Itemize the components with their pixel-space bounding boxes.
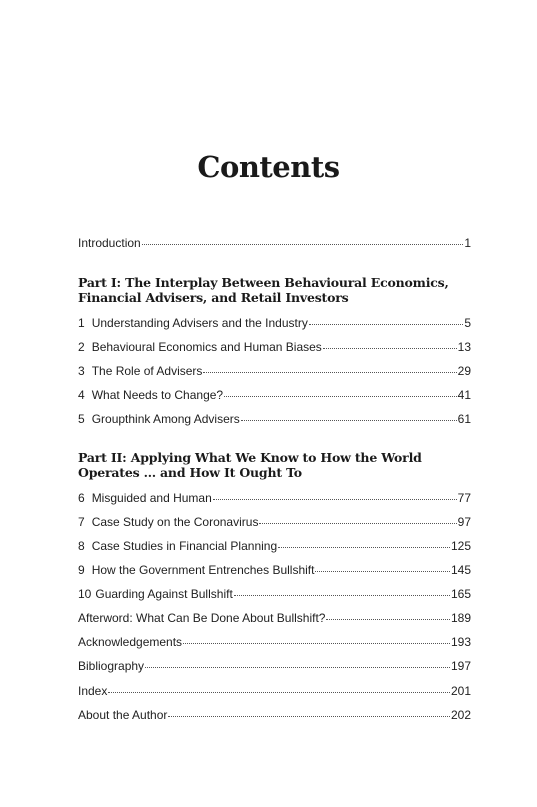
dot-leader (183, 643, 450, 644)
entry-label: Understanding Advisers and the Industry (91, 316, 308, 330)
chapter-number: 7 (78, 515, 85, 529)
entry-page-number: 1 (464, 236, 471, 250)
contents-title: Contents (197, 150, 340, 184)
toc-entry-afterword[interactable] (78, 611, 471, 625)
chapter-number: 3 (78, 364, 85, 378)
toc-entry-index[interactable] (78, 684, 471, 698)
dot-leader (203, 372, 456, 373)
entry-page-number: 5 (464, 316, 471, 330)
entry-page-number: 125 (450, 539, 471, 553)
entry-label: What Needs to Change? (91, 388, 224, 402)
entry-label: How the Government Entrenches Bullshift (91, 563, 315, 577)
toc-entry-about-the-author[interactable] (78, 708, 471, 722)
dot-leader (145, 667, 450, 668)
entry-page-number: 202 (450, 708, 471, 722)
chapter-number: 9 (78, 563, 85, 577)
part-2-heading-line-2: Operates … and How It Ought To (78, 465, 302, 480)
entry-page-number: 165 (450, 587, 471, 601)
entry-page-number: 197 (450, 659, 471, 673)
entry-page-number: 145 (450, 563, 471, 577)
part-1-heading-line-2: Financial Advisers, and Retail Investors (78, 290, 349, 305)
toc-entry-introduction[interactable] (78, 236, 471, 250)
dot-leader (224, 396, 457, 397)
entry-label: The Role of Advisers (91, 364, 203, 378)
chapter-number: 6 (78, 491, 85, 505)
entry-page-number: 77 (457, 491, 471, 505)
dot-leader (309, 324, 463, 325)
entry-label: About the Author (78, 708, 168, 722)
dot-leader (323, 348, 457, 349)
toc-entry-chapter-1[interactable] (78, 316, 471, 330)
dot-leader (108, 692, 450, 693)
entry-page-number: 13 (457, 340, 471, 354)
entry-label: Misguided and Human (91, 491, 212, 505)
toc-entry-chapter-3[interactable] (78, 364, 471, 378)
entry-page-number: 193 (450, 635, 471, 649)
chapter-number: 1 (78, 316, 85, 330)
toc-entry-bibliography[interactable] (78, 659, 471, 673)
toc-entry-acknowledgements[interactable] (78, 635, 471, 649)
entry-page-number: 61 (457, 412, 471, 426)
toc-entry-chapter-5[interactable] (78, 412, 471, 426)
chapter-number: 8 (78, 539, 85, 553)
chapter-number: 2 (78, 340, 85, 354)
toc-entry-chapter-10[interactable] (78, 587, 471, 601)
dot-leader (326, 619, 450, 620)
dot-leader (278, 547, 450, 548)
entry-label: Groupthink Among Advisers (91, 412, 240, 426)
entry-label: Introduction (78, 236, 141, 250)
entry-page-number: 97 (457, 515, 471, 529)
dot-leader (259, 523, 456, 524)
toc-entry-chapter-7[interactable] (78, 515, 471, 529)
dot-leader (241, 420, 457, 421)
dot-leader (213, 499, 457, 500)
entry-page-number: 189 (450, 611, 471, 625)
toc-entry-chapter-2[interactable] (78, 340, 471, 354)
dot-leader (315, 571, 450, 572)
dot-leader (234, 595, 450, 596)
entry-label: Behavioural Economics and Human Biases (91, 340, 322, 354)
entry-page-number: 29 (457, 364, 471, 378)
part-1-heading (78, 275, 471, 305)
toc-entry-chapter-4[interactable] (78, 388, 471, 402)
entry-label: Bibliography (78, 659, 145, 673)
entry-label: Guarding Against Bullshift (95, 587, 233, 601)
chapter-number: 5 (78, 412, 85, 426)
dot-leader (168, 716, 450, 717)
toc-entry-chapter-9[interactable] (78, 563, 471, 577)
entry-label: Case Studies in Financial Planning (91, 539, 278, 553)
part-2-heading (78, 450, 471, 480)
entry-label: Acknowledgements (78, 635, 183, 649)
entry-label: Index (78, 684, 108, 698)
part-2-heading-line-1: Part II: Applying What We Know to How the World (78, 450, 422, 465)
dot-leader (142, 244, 464, 245)
toc-entry-chapter-6[interactable] (78, 491, 471, 505)
entry-page-number: 41 (457, 388, 471, 402)
part-1-heading-line-1: Part I: The Interplay Between Behavioural Economics, (78, 275, 449, 290)
entry-page-number: 201 (450, 684, 471, 698)
entry-label: Case Study on the Coronavirus (91, 515, 259, 529)
toc-entry-chapter-8[interactable] (78, 539, 471, 553)
chapter-number: 4 (78, 388, 85, 402)
entry-label: Afterword: What Can Be Done About Bullshift? (78, 611, 326, 625)
chapter-number: 10 (78, 587, 92, 601)
